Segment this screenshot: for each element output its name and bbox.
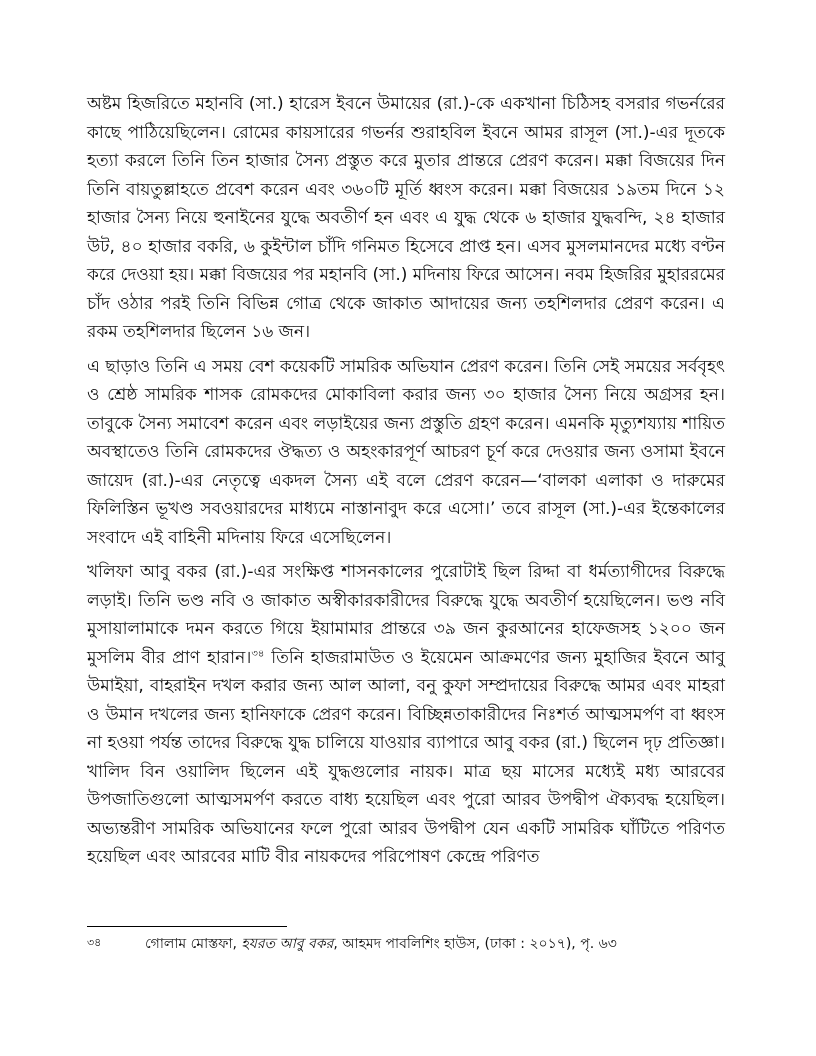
paragraph-3 <box>87 558 725 872</box>
footnote-divider <box>87 926 287 927</box>
footnote-book-title: হযরত আবু বকর <box>241 936 334 952</box>
footnote-reference: ৩৪ <box>251 647 265 659</box>
footnote <box>87 934 727 954</box>
paragraph-1: অষ্টম হিজরিতে মহানবি (সা.) হারেস ইবনে উমায়ের (রা.)-কে একখানা চিঠিসহ বসরার গভর্নরের কাছে পাঠিয়েছিলেন। রোমের কায়সারের গভর্নর শুরাহবিল ইবনে আমর রাসূল (সা.)-এর দূতকে হত্যা করলে তিনি তিন হাজার সৈন্য প্রস্তুত করে মুতার প্রান্তরে প্রেরণ করেন। মক্কা বিজয়ের দিন তিনি বায়তুল্লাহতে প্রবেশ করেন এবং ৩৬০টি মূর্তি ধ্বংস করেন। মক্কা বিজয়ের ১৯তম দিনে ১২ হাজার সৈন্য নিয়ে হুনাইনের যুদ্ধে অবতীর্ণ হন এবং এ যুদ্ধ থেকে ৬ হাজার যুদ্ধবন্দি, ২৪ হাজার উট, ৪০ হাজার বকরি, ৬ কুইন্টাল চাঁদি গনিমত হিসেবে প্রাপ্ত হন। এসব মুসলমানদের মধ্যে বণ্টন করে দেওয়া হয়। মক্কা বিজয়ের পর মহানবি (সা.) মদিনায় ফিরে আসেন। নবম হিজরির মুহাররমের চাঁদ ওঠার পরই তিনি বিভিন্ন গোত্র থেকে জাকাত আদায়ের জন্য তহশিলদার প্রেরণ করেন। এ রকম তহশিলদার ছিলেন ১৬ জন। <box>87 94 725 342</box>
footnote-number: ৩৪ <box>87 936 102 949</box>
footnote-publication: , আহমদ পাবলিশিং হাউস, (ঢাকা : ২০১৭), পৃ. ৬৩ <box>333 936 617 952</box>
body-text <box>87 90 725 878</box>
paragraph-2: এ ছাড়াও তিনি এ সময় বেশ কয়েকটি সামরিক অভিযান প্রেরণ করেন। তিনি সেই সময়ের সর্ববৃহৎ ও শ্রেষ্ঠ সামরিক শাসক রোমকদের মোকাবিলা করার জন্য ৩০ হাজার সৈন্য নিয়ে অগ্রসর হন। তাবুকে সৈন্য সমাবেশ করেন এবং লড়াইয়ের জন্য প্রস্তুতি গ্রহণ করেন। এমনকি মৃত্যুশয্যায় শায়িত অবস্থাতেও তিনি রোমকদের ঔদ্ধত্য ও অহংকারপূর্ণ আচরণ চূর্ণ করে দেওয়ার জন্য ওসামা ইবনে জায়েদ (রা.)-এর নেতৃত্বে একদল সৈন্য এই বলে প্রেরণ করেন—‘বালকা এলাকা ও দারুমের ফিলিস্তিন ভূখণ্ড সবওয়ারদের মাধ্যমে নাস্তানাবুদ করে এসো।’ তবে রাসূল (সা.)-এর ইন্তেকালের সংবাদে এই বাহিনী মদিনায় ফিরে এসেছিলেন। <box>87 356 725 548</box>
paragraph-3-text-b: তিনি হাজরামাউত ও ইয়েমেন আক্রমণের জন্য মুহাজির ইবনে আবু উমাইয়া, বাহরাইন দখল করার জন্য আল আলা, বনু কুফা সম্প্রদায়ের বিরুদ্ধে আমর এবং মাহরা ও উমান দখলের জন্য হানিফাকে প্রেরণ করেন। বিচ্ছিন্নতাকারীদের নিঃশর্ত আত্মসমর্পণ বা ধ্বংস না হওয়া পর্যন্ত তাদের বিরুদ্ধে যুদ্ধ চালিয়ে যাওয়ার ব্যাপারে আবু বকর (রা.) ছিলেন দৃঢ় প্রতিজ্ঞা। খালিদ বিন ওয়ালিদ ছিলেন এই যুদ্ধগুলোর নায়ক। মাত্র ছয় মাসের মধ্যেই মধ্য আরবের উপজাতিগুলো আত্মসমর্পণ করতে বাধ্য হয়েছিল এবং পুরো আরব উপদ্বীপ ঐক্যবদ্ধ হয়েছিল। অভ্যন্তরীণ সামরিক অভিযানের ফলে পুরো আরব উপদ্বীপ যেন একটি সামরিক ঘাঁটিতে পরিণত হয়েছিল এবং আরবের মাটি বীর নায়কদের পরিপোষণ কেন্দ্রে পরিণত <box>87 647 725 867</box>
footnote-author: গোলাম মোস্তফা, <box>145 936 242 952</box>
paragraph-3-text-a: খলিফা আবু বকর (রা.)-এর সংক্ষিপ্ত শাসনকালের পুরোটাই ছিল রিদ্দা বা ধর্মত্যাগীদের বিরুদ্ধে লড়াই। তিনি ভণ্ড নবি ও জাকাত অস্বীকারকারীদের বিরুদ্ধে যুদ্ধে অবতীর্ণ হয়েছিলেন। ভণ্ড নবি মুসায়ালামাকে দমন করতে গিয়ে ইয়ামামার প্রান্তরে ৩৯ জন কুরআনের হাফেজসহ ১২০০ জন মুসলিম বীর প্রাণ হারান। <box>87 562 725 668</box>
